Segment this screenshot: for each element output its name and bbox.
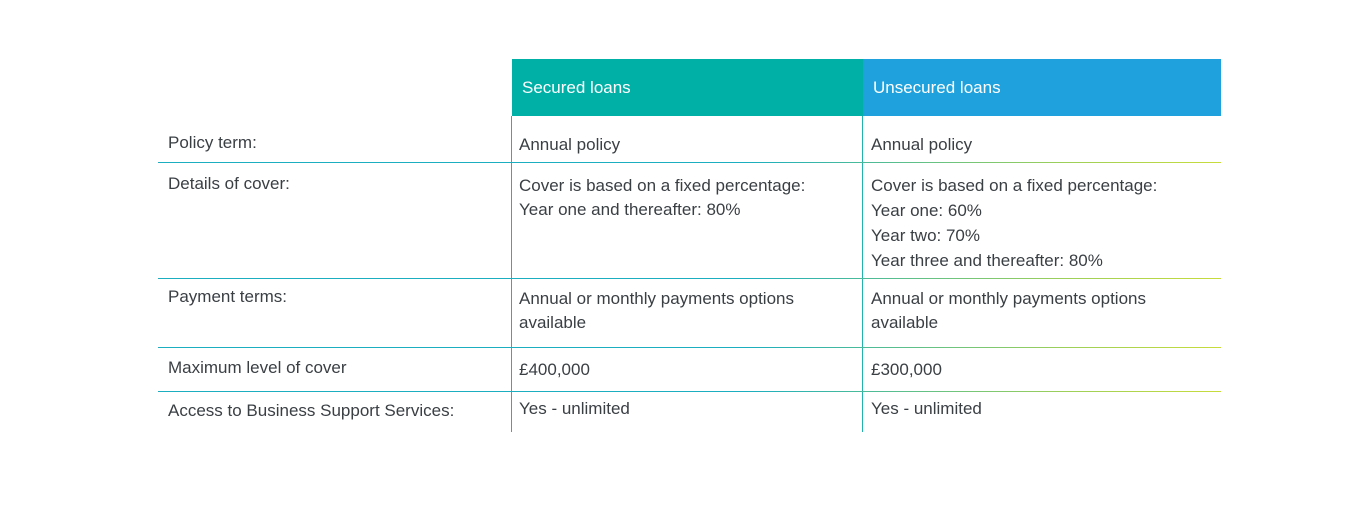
cell-unsecured-payment-terms [863,279,1221,347]
table-header [158,59,1221,116]
cell-unsecured-business-support-services [863,392,1221,432]
cell-text: Yes - unlimited [519,399,630,418]
row-label-details-of-cover: Details of cover: [158,163,512,278]
cell-unsecured-details-of-cover [863,163,1221,278]
row-label-policy-term: Policy term: [158,116,512,162]
cell-unsecured-maximum-level-of-cover [863,348,1221,391]
cell-text: Year two: 70% [871,226,980,245]
cell-text: available [519,313,587,332]
cell-text: Annual policy [871,135,973,154]
secured-loans-header-label: Secured loans [522,77,631,97]
cell-text: Year three and thereafter: 80% [871,251,1103,270]
table-row [158,392,1221,432]
cell-text: £300,000 [871,360,942,379]
cell-text: Year one: 60% [871,201,982,220]
cell-text: Annual or monthly payments options [871,289,1146,308]
cell-text: Yes - unlimited [871,399,982,418]
table-row [158,348,1221,391]
cell-text: available [871,313,939,332]
cell-secured-maximum-level-of-cover [512,348,863,391]
row-label-payment-terms: Payment terms: [158,279,512,347]
cell-secured-policy-term [512,116,863,162]
cell-unsecured-policy-term [863,116,1221,162]
cell-text: Annual or monthly payments options [519,289,794,308]
row-label-maximum-level-of-cover: Maximum level of cover [158,348,512,391]
cell-text: Cover is based on a fixed percentage: [871,176,1158,195]
table-row [158,116,1221,162]
unsecured-loans-header-label: Unsecured loans [873,77,1001,97]
cell-text: Year one and thereafter: 80% [519,200,741,219]
table-row [158,163,1221,278]
cell-secured-payment-terms [512,279,863,347]
loan-comparison-table [158,59,1221,432]
unsecured-loans-header [863,59,1221,116]
secured-loans-header [512,59,863,116]
cell-secured-business-support-services [512,392,863,432]
cell-secured-details-of-cover [512,163,863,278]
cell-text: Annual policy [519,135,621,154]
table-row [158,279,1221,347]
cell-text: £400,000 [519,360,590,379]
header-spacer [158,59,512,116]
row-label-business-support-services: Access to Business Support Services: [158,392,512,432]
cell-text: Cover is based on a fixed percentage: [519,176,806,195]
